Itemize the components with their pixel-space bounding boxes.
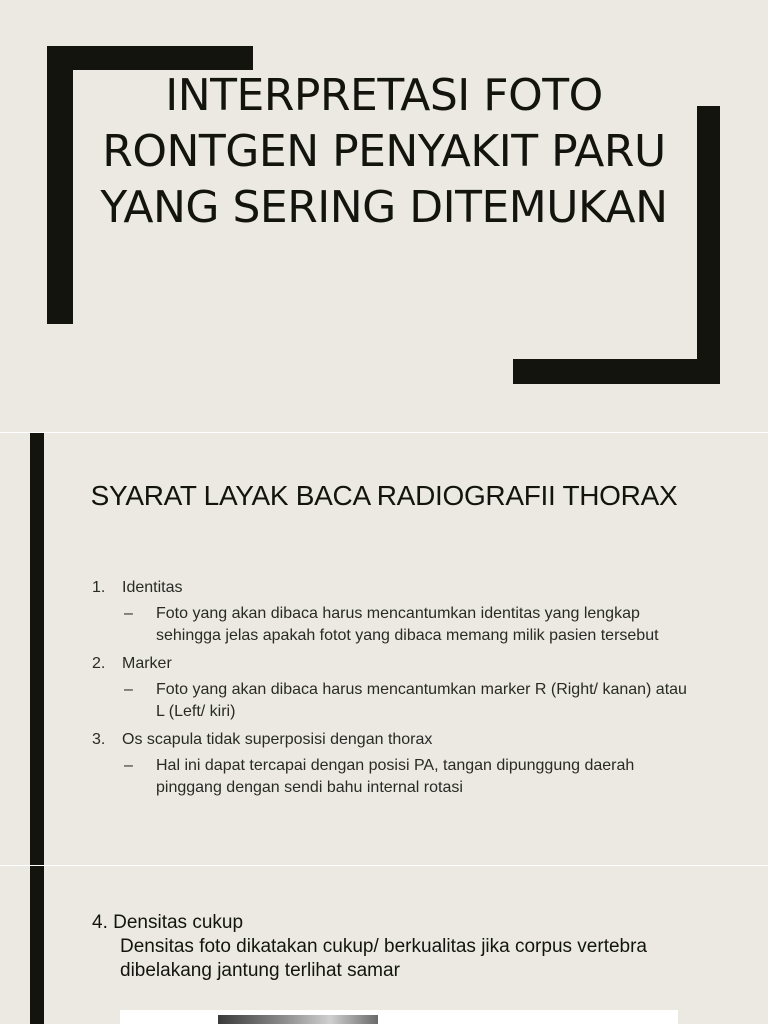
requirements-slide bbox=[0, 433, 768, 865]
item-label: Os scapula tidak superposisi dengan thorax bbox=[122, 731, 433, 748]
frame-bracket-bottom bbox=[513, 359, 720, 384]
item-detail: Foto yang akan dibaca harus mencantumkan identitas yang lengkap sehingga jelas apakah fotot yang dibaca memang milik pasien tersebut bbox=[156, 605, 659, 644]
requirements-list bbox=[92, 579, 692, 807]
section-heading: 4. Densitas cukup bbox=[92, 912, 244, 933]
dash-bullet: – bbox=[124, 757, 133, 774]
accent-bar bbox=[30, 866, 44, 1024]
item-detail: Foto yang akan dibaca harus mencantumkan marker R (Right/ kanan) atau L (Left/ kiri) bbox=[156, 681, 687, 720]
item-label: Marker bbox=[122, 655, 172, 672]
dash-bullet: – bbox=[124, 681, 133, 698]
item-number: 2. bbox=[92, 655, 106, 672]
xray-image bbox=[218, 1015, 378, 1024]
list-item bbox=[92, 655, 692, 723]
item-label: Identitas bbox=[122, 579, 183, 596]
density-slide bbox=[0, 866, 768, 1024]
xray-image-frame bbox=[120, 1010, 678, 1024]
item-number: 3. bbox=[92, 731, 106, 748]
section-description: Densitas foto dikatakan cukup/ berkualitas jika corpus vertebra dibelakang jantung terlihat samar bbox=[120, 936, 647, 981]
item-detail: Hal ini dapat tercapai dengan posisi PA, tangan dipunggung daerah pinggang dengan sendi bahu internal rotasi bbox=[156, 757, 635, 796]
accent-bar bbox=[30, 433, 44, 865]
title-slide bbox=[0, 0, 768, 432]
item-number: 1. bbox=[92, 579, 106, 596]
list-item bbox=[92, 731, 692, 799]
frame-bracket-left bbox=[47, 46, 73, 324]
frame-bracket-right bbox=[697, 106, 720, 384]
list-item bbox=[92, 579, 692, 647]
slide-title: SYARAT LAYAK BACA RADIOGRAFII THORAX bbox=[90, 480, 678, 511]
frame-bracket-top bbox=[47, 46, 253, 70]
slide-title: INTERPRETASI FOTO RONTGEN PENYAKIT PARU YANG SERING DITEMUKAN bbox=[100, 70, 668, 233]
dash-bullet: – bbox=[124, 605, 133, 622]
